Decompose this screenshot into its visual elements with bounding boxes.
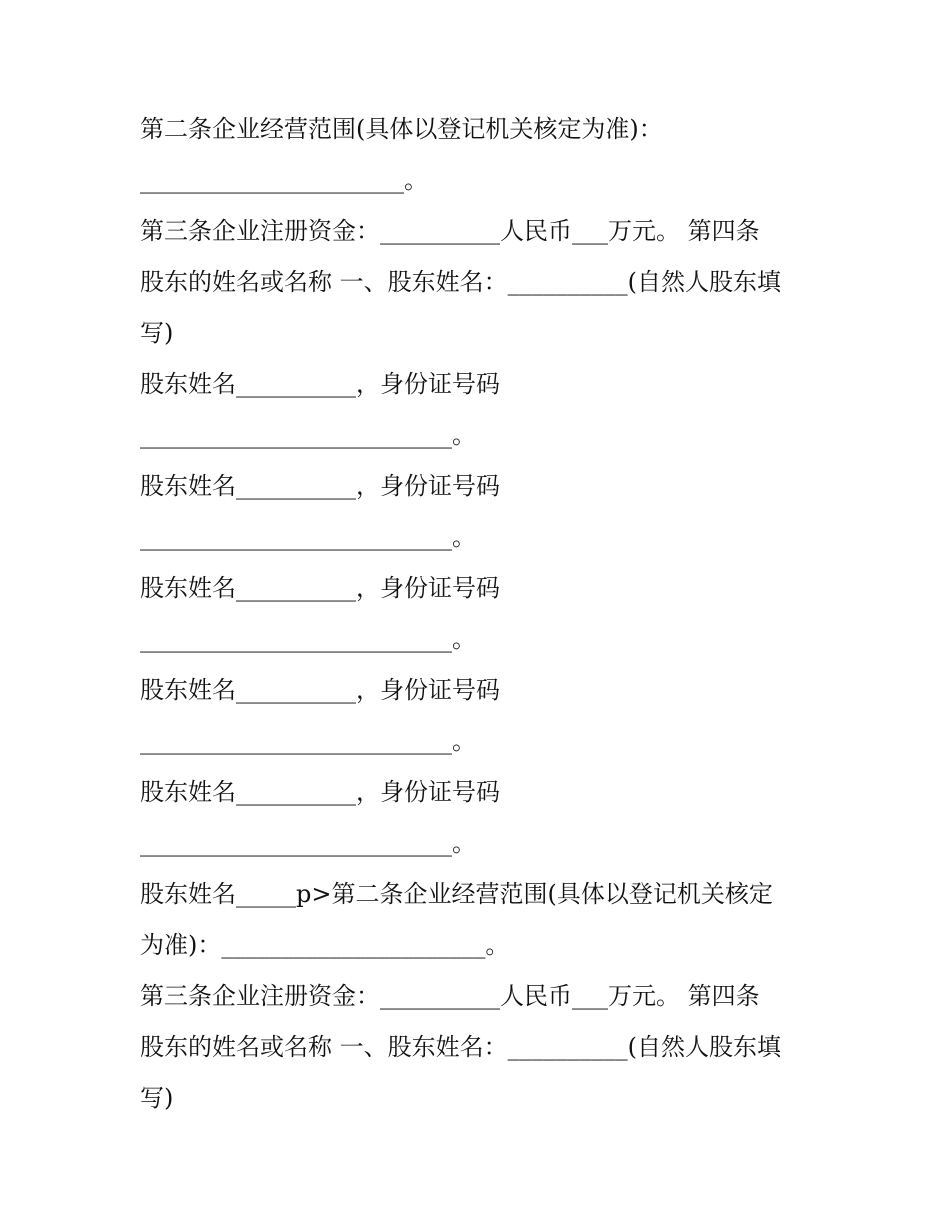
- text-line: 股东姓名__________，身份证号码: [140, 574, 500, 602]
- text-line: __________________________。: [140, 727, 476, 755]
- text-line: 股东姓名_____p>第二条企业经营范围(具体以登记机关核定: [140, 880, 773, 908]
- text-line: 第二条企业经营范围(具体以登记机关核定为准)：: [140, 115, 663, 143]
- text-line: 第三条企业注册资金：__________人民币___万元。 第四条: [140, 982, 760, 1010]
- text-line: 股东的姓名或名称 一、股东姓名：__________(自然人股东填: [140, 268, 781, 296]
- text-line: __________________________。: [140, 421, 476, 449]
- text-line: 为准)：______________________。: [140, 931, 510, 959]
- text-line: 股东的姓名或名称 一、股东姓名：__________(自然人股东填: [140, 1033, 781, 1061]
- text-line: __________________________。: [140, 625, 476, 653]
- text-line: ______________________。: [140, 166, 428, 194]
- text-line: 写): [140, 319, 174, 347]
- text-line: __________________________。: [140, 523, 476, 551]
- text-line: 股东姓名__________，身份证号码: [140, 676, 500, 704]
- text-line: 第三条企业注册资金：__________人民币___万元。 第四条: [140, 217, 760, 245]
- document-body: [140, 104, 820, 1124]
- text-line: 股东姓名__________，身份证号码: [140, 472, 500, 500]
- text-line: 股东姓名__________，身份证号码: [140, 778, 500, 806]
- text-line: 股东姓名__________，身份证号码: [140, 370, 500, 398]
- text-line: __________________________。: [140, 829, 476, 857]
- text-line: 写): [140, 1084, 174, 1112]
